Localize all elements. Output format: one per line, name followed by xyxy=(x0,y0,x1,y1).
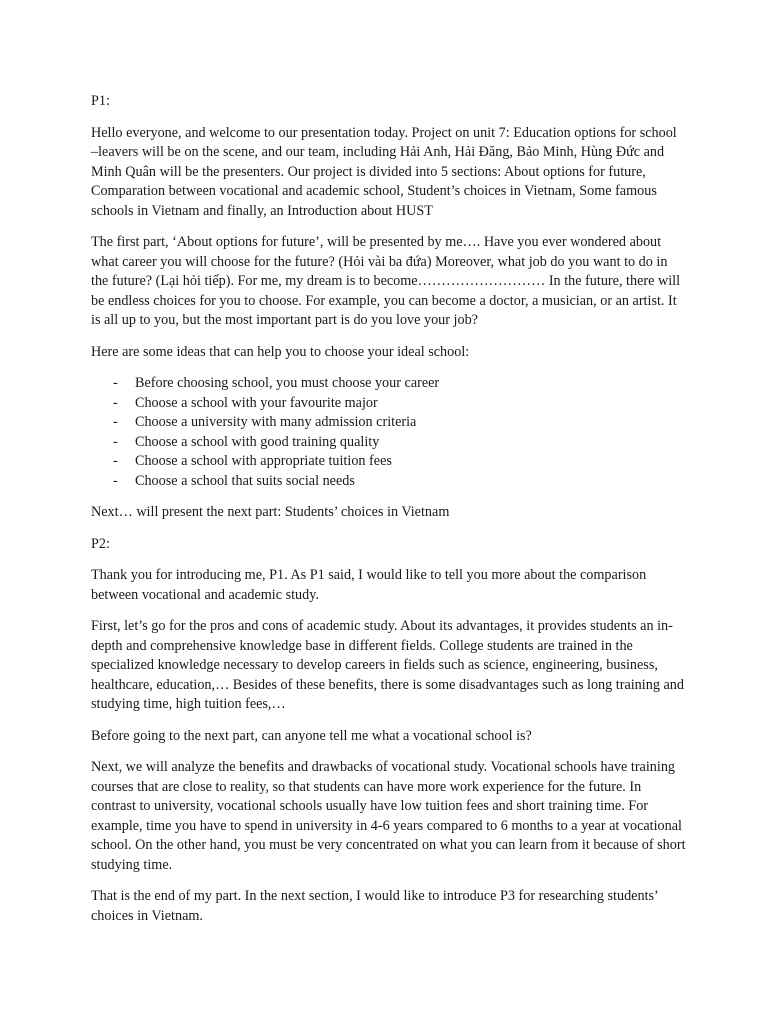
p1-intro-paragraph: Hello everyone, and welcome to our presentation today. Project on unit 7: Education options for school –leavers will be on the scene, and our team, including Hải Anh, Hải Đăng, Bảo Minh, Hùng Đức and Minh Quân will be the presenters. Our project is divided into 5 sections: About options for future, Comparation between vocational and academic school, Student’s choices in Vietnam, Some famous schools in Vietnam and finally, an Introduction about HUST xyxy=(91,124,677,219)
p2-heading: P2: xyxy=(91,535,110,552)
bullet-dash: - xyxy=(113,414,118,430)
list-item xyxy=(91,394,686,414)
bullet-dash: - xyxy=(113,453,118,469)
ideas-list xyxy=(91,374,686,491)
bullet-dash: - xyxy=(113,375,118,391)
p1-heading: P1: xyxy=(91,93,110,109)
p2-intro-paragraph: Thank you for introducing me, P1. As P1 said, I would like to tell you more about the comparison between vocational and academic study. xyxy=(91,567,647,603)
list-item-text: Before choosing school, you must choose your career xyxy=(135,375,440,391)
p2-end-paragraph: That is the end of my part. In the next section, I would like to introduce P3 for researching students’ choices in Vietnam. xyxy=(91,888,658,924)
p2-vocational-paragraph: Next, we will analyze the benefits and drawbacks of vocational study. Vocational schools have training courses that are close to reality, so that students can have more work experience for the future. In contrast to university, vocational schools usually have low tuition fees and short training time. For example, time you have to spend in university in 4-6 years compared to 6 months to a year at vocational school. On the other hand, you must be very concentrated on what you can learn from it because of short studying time. xyxy=(91,759,686,873)
list-item-text: Choose a school with appropriate tuition fees xyxy=(135,453,392,469)
list-item-text: Choose a university with many admission criteria xyxy=(135,414,417,430)
list-item xyxy=(91,413,686,433)
bullet-dash: - xyxy=(113,394,118,411)
list-item-text: Choose a school with good training quality xyxy=(135,433,380,450)
list-item xyxy=(91,374,686,394)
list-item xyxy=(91,452,686,472)
p1-next-paragraph: Next… will present the next part: Students’ choices in Vietnam xyxy=(91,504,450,520)
list-item-text: Choose a school that suits social needs xyxy=(135,472,355,489)
bullet-dash: - xyxy=(113,433,118,450)
list-item xyxy=(91,433,686,453)
p2-question-paragraph: Before going to the next part, can anyone tell me what a vocational school is? xyxy=(91,727,532,744)
p2-academic-paragraph: First, let’s go for the pros and cons of academic study. About its advantages, it provides students an in-depth and comprehensive knowledge base in different fields. College students are trained in the specialized knowledge necessary to develop careers in fields such as science, engineering, business, healthcare, education,… Besides of these benefits, there is some disadvantages such as long training and studying time, high tuition fees,… xyxy=(91,618,684,712)
p1-ideas-intro: Here are some ideas that can help you to choose your ideal school: xyxy=(91,343,470,360)
list-item xyxy=(91,472,686,492)
document-body xyxy=(91,92,686,938)
list-item-text: Choose a school with your favourite major xyxy=(135,394,378,411)
bullet-dash: - xyxy=(113,472,118,489)
p1-first-part-paragraph: The first part, ‘About options for future’, will be presented by me…. Have you ever wondered about what career you will choose for the future? (Hỏi vài ba đứa) Moreover, what job do you want to do in the future? (Lại hỏi tiếp). For me, my dream is to become……………………… In the future, there will be endless choices for you to choose. For example, you can become a doctor, a musician, or an artist. It is all up to you, but the most important part is do you love your job? xyxy=(91,234,681,328)
